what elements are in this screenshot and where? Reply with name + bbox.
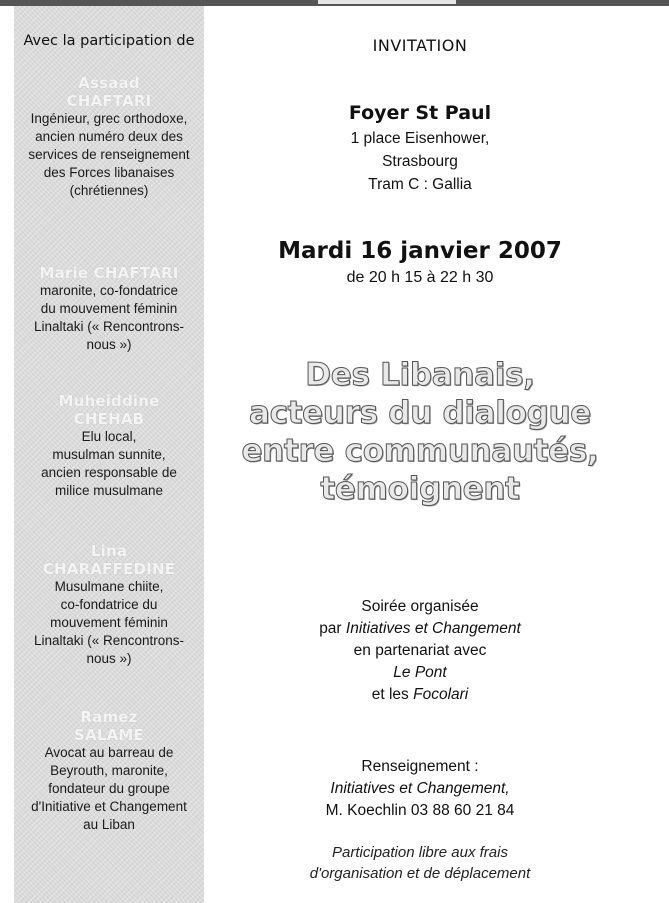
speaker-desc-line: fondateur du groupe (48, 781, 170, 796)
speaker-desc-line: au Liban (83, 817, 135, 832)
speaker-desc-line: d'Initiative et Changement (31, 799, 187, 814)
organiser-line: Soirée organisée (361, 598, 479, 615)
event-hours: de 20 h 15 à 22 h 30 (346, 269, 494, 286)
speaker-5 (14, 708, 204, 834)
speaker-desc-line: co-fondatrice du (60, 597, 158, 612)
event-date: Mardi 16 janvier 2007 (278, 238, 562, 264)
headline-line: acteurs du dialogue (248, 395, 592, 431)
speaker-desc-line: Linaltaki (« Rencontrons- (33, 633, 185, 648)
speaker-desc-line: Beyrouth, maronite, (50, 763, 168, 778)
partner-org: Focolari (413, 686, 469, 703)
speaker-desc-line: Musulmane chiite, (54, 579, 164, 594)
speaker-4 (14, 542, 204, 668)
speaker-name-first: Lina (90, 542, 128, 560)
partner-name: Le Pont (393, 664, 447, 681)
participation-line: d'organisation et de déplacement (309, 865, 531, 882)
speaker-desc-line: (chrétiennes) (69, 183, 149, 198)
speaker-name-last: CHEHAB (73, 410, 145, 428)
headline-line: Des Libanais, (305, 357, 535, 393)
speaker-desc-line: services de renseignement (28, 147, 190, 162)
invitation-heading: INVITATION (372, 36, 468, 55)
venue-name: Foyer St Paul (348, 102, 492, 124)
organiser-block (215, 596, 625, 706)
contact-label: Renseignement : (361, 758, 479, 775)
venue-tram: Tram C : Gallia (368, 176, 472, 193)
contact-person: M. Koechlin 03 88 60 21 84 (325, 802, 515, 819)
speakers-sidebar (14, 6, 204, 903)
organiser-org: Initiatives et Changement (345, 620, 521, 637)
speaker-desc-line: ancien numéro deux des (35, 129, 183, 144)
contact-block (215, 756, 625, 822)
organiser-line (215, 684, 625, 706)
speaker-2 (14, 264, 204, 354)
venue-address: 1 place Eisenhower, (350, 130, 490, 147)
participation-line: Participation libre aux frais (332, 844, 508, 861)
organiser-prefix: par (319, 620, 346, 637)
venue-city: Strasbourg (382, 153, 458, 170)
speaker-name-first: Muheiddine (58, 392, 160, 410)
speaker-desc-line: maronite, co-fondatrice (39, 283, 179, 298)
speaker-name-first: Assaad (78, 74, 140, 92)
event-headline (215, 356, 625, 508)
speaker-name-first: Marie CHAFTARI (39, 264, 179, 282)
participation-note (215, 842, 625, 884)
sidebar-intro: Avec la participation de (23, 33, 195, 49)
speaker-desc-line: Ingénieur, grec orthodoxe, (30, 111, 188, 126)
speaker-desc-line: nous ») (86, 337, 132, 352)
speaker-name-last: CHARAFFEDINE (42, 560, 176, 578)
speaker-desc-line: mouvement féminin (50, 615, 168, 630)
top-bar-tab (318, 0, 456, 4)
speaker-desc-line: ancien responsable de (41, 465, 177, 480)
invitation-main (215, 6, 669, 903)
speaker-desc-line: musulman sunnite, (52, 447, 166, 462)
headline-line: entre communautés, (241, 433, 599, 469)
speaker-3 (14, 392, 204, 500)
speaker-name-last: SALAME (74, 726, 144, 744)
speaker-desc-line: Linaltaki (« Rencontrons- (33, 319, 185, 334)
speaker-desc-line: du mouvement féminin (40, 301, 178, 316)
speaker-desc-line: des Forces libanaises (43, 165, 175, 180)
speaker-1 (14, 74, 204, 200)
contact-org: Initiatives et Changement, (330, 780, 510, 797)
speaker-desc-line: milice musulmane (54, 483, 164, 498)
partner-prefix: et les (371, 686, 414, 703)
headline-line: témoignent (320, 471, 520, 507)
organiser-line: en partenariat avec (353, 642, 487, 659)
speaker-desc-line: Avocat au barreau de (44, 745, 174, 760)
speaker-desc-line: Elu local, (81, 429, 137, 444)
organiser-line (215, 618, 625, 640)
speaker-desc-line: nous ») (86, 651, 132, 666)
speaker-name-last: CHAFTARI (66, 92, 152, 110)
speaker-name-first: Ramez (80, 708, 138, 726)
